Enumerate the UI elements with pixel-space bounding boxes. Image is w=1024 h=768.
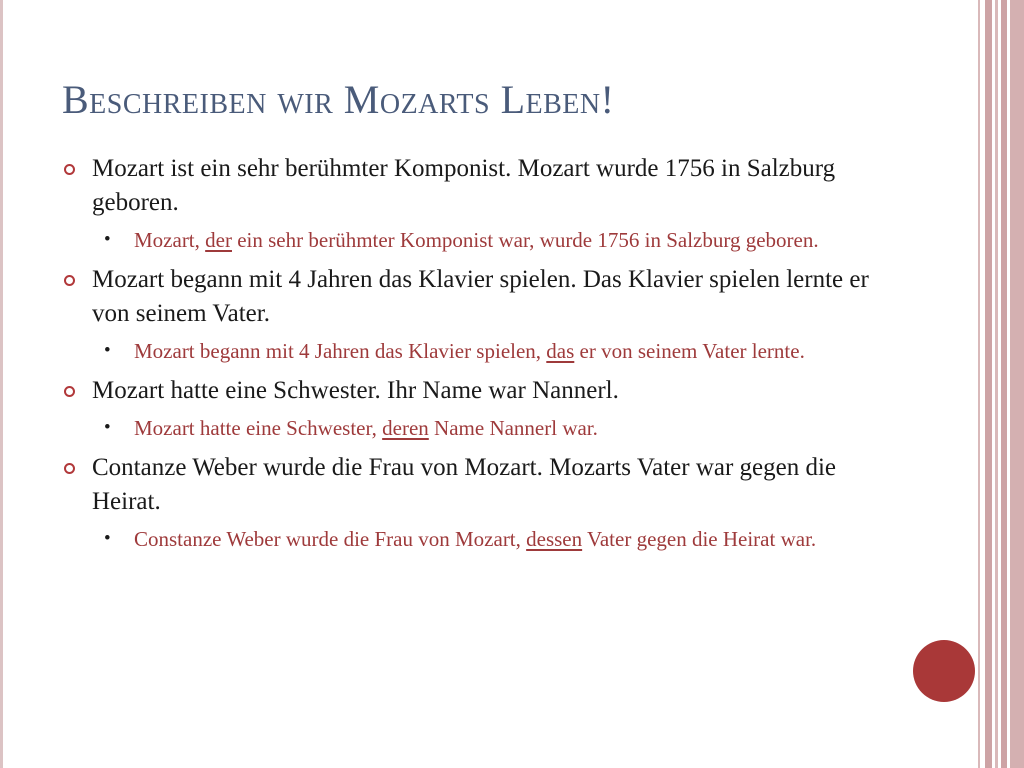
right-border-stripe bbox=[985, 0, 992, 768]
relative-pronoun: das bbox=[546, 339, 575, 363]
relative-clause-sentence bbox=[134, 524, 894, 554]
relative-clause-sentence bbox=[134, 336, 894, 366]
sub-item bbox=[104, 413, 894, 443]
main-sentence: Mozart hatte eine Schwester. Ihr Name war Nannerl. bbox=[92, 377, 619, 404]
ring-bullet-icon bbox=[64, 463, 75, 474]
sub-item bbox=[104, 336, 894, 366]
sentence-start: Constanze Weber wurde die Frau von Mozart, bbox=[134, 527, 527, 551]
sentence-end: ein sehr berühmter Komponist war, wurde 1756 in Salzburg geboren. bbox=[231, 228, 819, 252]
main-sentence: Mozart begann mit 4 Jahren das Klavier spielen. Das Klavier spielen lernte er von seinem Vater. bbox=[92, 266, 869, 327]
sub-item bbox=[104, 225, 894, 255]
relative-pronoun: deren bbox=[382, 416, 429, 440]
sentence-start: Mozart begann mit 4 Jahren das Klavier spielen, bbox=[134, 339, 547, 363]
relative-pronoun: der bbox=[205, 228, 232, 252]
sentence-end: Vater gegen die Heirat war. bbox=[582, 527, 817, 551]
relative-clause-sentence bbox=[134, 413, 894, 443]
decorative-circle bbox=[913, 640, 975, 702]
main-sentence: Mozart ist ein sehr berühmter Komponist. Mozart wurde 1756 in Salzburg geboren. bbox=[92, 155, 836, 216]
list-item bbox=[64, 451, 894, 554]
right-border-stripe bbox=[978, 0, 980, 768]
bullet-list bbox=[64, 152, 894, 562]
main-sentence: Contanze Weber wurde die Frau von Mozart. Mozarts Vater war gegen die Heirat. bbox=[92, 454, 837, 515]
ring-bullet-icon bbox=[64, 164, 75, 175]
relative-clause-sentence bbox=[134, 225, 894, 255]
dot-bullet-icon: • bbox=[104, 229, 111, 250]
slide-title: Beschreiben wir Mozarts Leben! bbox=[62, 77, 615, 122]
ring-bullet-icon bbox=[64, 275, 75, 286]
relative-pronoun: dessen bbox=[526, 527, 583, 551]
ring-bullet-icon bbox=[64, 386, 75, 397]
left-border-line bbox=[0, 0, 3, 768]
list-item bbox=[64, 263, 894, 366]
sentence-start: Mozart, bbox=[134, 228, 206, 252]
right-border-stripe bbox=[1010, 0, 1024, 768]
dot-bullet-icon: • bbox=[104, 417, 111, 438]
sub-item bbox=[104, 524, 894, 554]
right-border-stripe bbox=[995, 0, 998, 768]
dot-bullet-icon: • bbox=[104, 340, 111, 361]
dot-bullet-icon: • bbox=[104, 528, 111, 549]
sentence-start: Mozart hatte eine Schwester, bbox=[134, 416, 383, 440]
list-item bbox=[64, 152, 894, 255]
right-border-stripe bbox=[1001, 0, 1007, 768]
list-item bbox=[64, 374, 894, 443]
sentence-end: Name Nannerl war. bbox=[428, 416, 598, 440]
sentence-end: er von seinem Vater lernte. bbox=[574, 339, 805, 363]
